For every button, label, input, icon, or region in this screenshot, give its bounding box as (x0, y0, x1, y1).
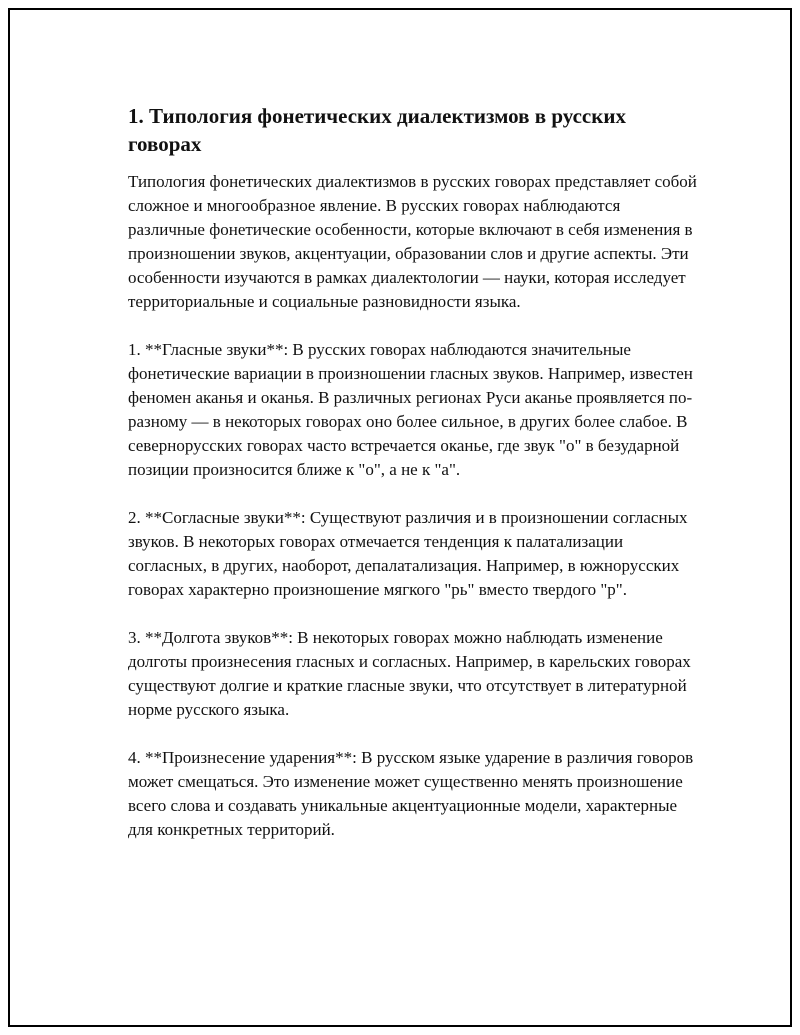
consonants-paragraph: 2. **Согласные звуки**: Существуют различия и в произношении согласных звуков. В некоторых говорах отмечается тенденция к палатализации согласных, в других, наоборот, депалатализация. Например, в южнорусских говорах характерно произношение мягкого "рь" вместо твердого "р". (128, 508, 688, 599)
intro-paragraph: Типология фонетических диалектизмов в русских говорах представляет собой сложное и многообразное явление. В русских говорах наблюдаются различные фонетические особенности, которые включают в себя изменения в произношении звуков, акцентуации, образовании слов и другие аспекты. Эти особенности изучаются в рамках диалектологии — науки, которая исследует территориальные и социальные разновидности языка. (128, 172, 697, 311)
stress-paragraph: 4. **Произнесение ударения**: В русском языке ударение в различия говоров может смещаться. Это изменение может существенно менять произношение всего слова и создавать уникальные акцентуационные модели, характерные для конкретных территорий. (128, 748, 694, 839)
page-frame (8, 8, 792, 1027)
length-paragraph: 3. **Долгота звуков**: В некоторых говорах можно наблюдать изменение долготы произнесения гласных и согласных. Например, в карельских говорах существуют долгие и краткие гласные звуки, что отсутствует в литературной норме русского языка. (128, 628, 691, 719)
document-title: 1. Типология фонетических диалектизмов в русских говорах (128, 104, 626, 156)
vowels-paragraph: 1. **Гласные звуки**: В русских говорах наблюдаются значительные фонетические вариации в произношении гласных звуков. Например, известен феномен аканья и оканья. В различных регионах Руси аканье проявляется по-разному — в некоторых говорах оно более сильное, в других более слабое. В севернорусских говорах часто встречается оканье, где звук "о" в безударной позиции произносится ближе к "о", а не к "а". (128, 340, 693, 479)
document-body (128, 102, 698, 866)
